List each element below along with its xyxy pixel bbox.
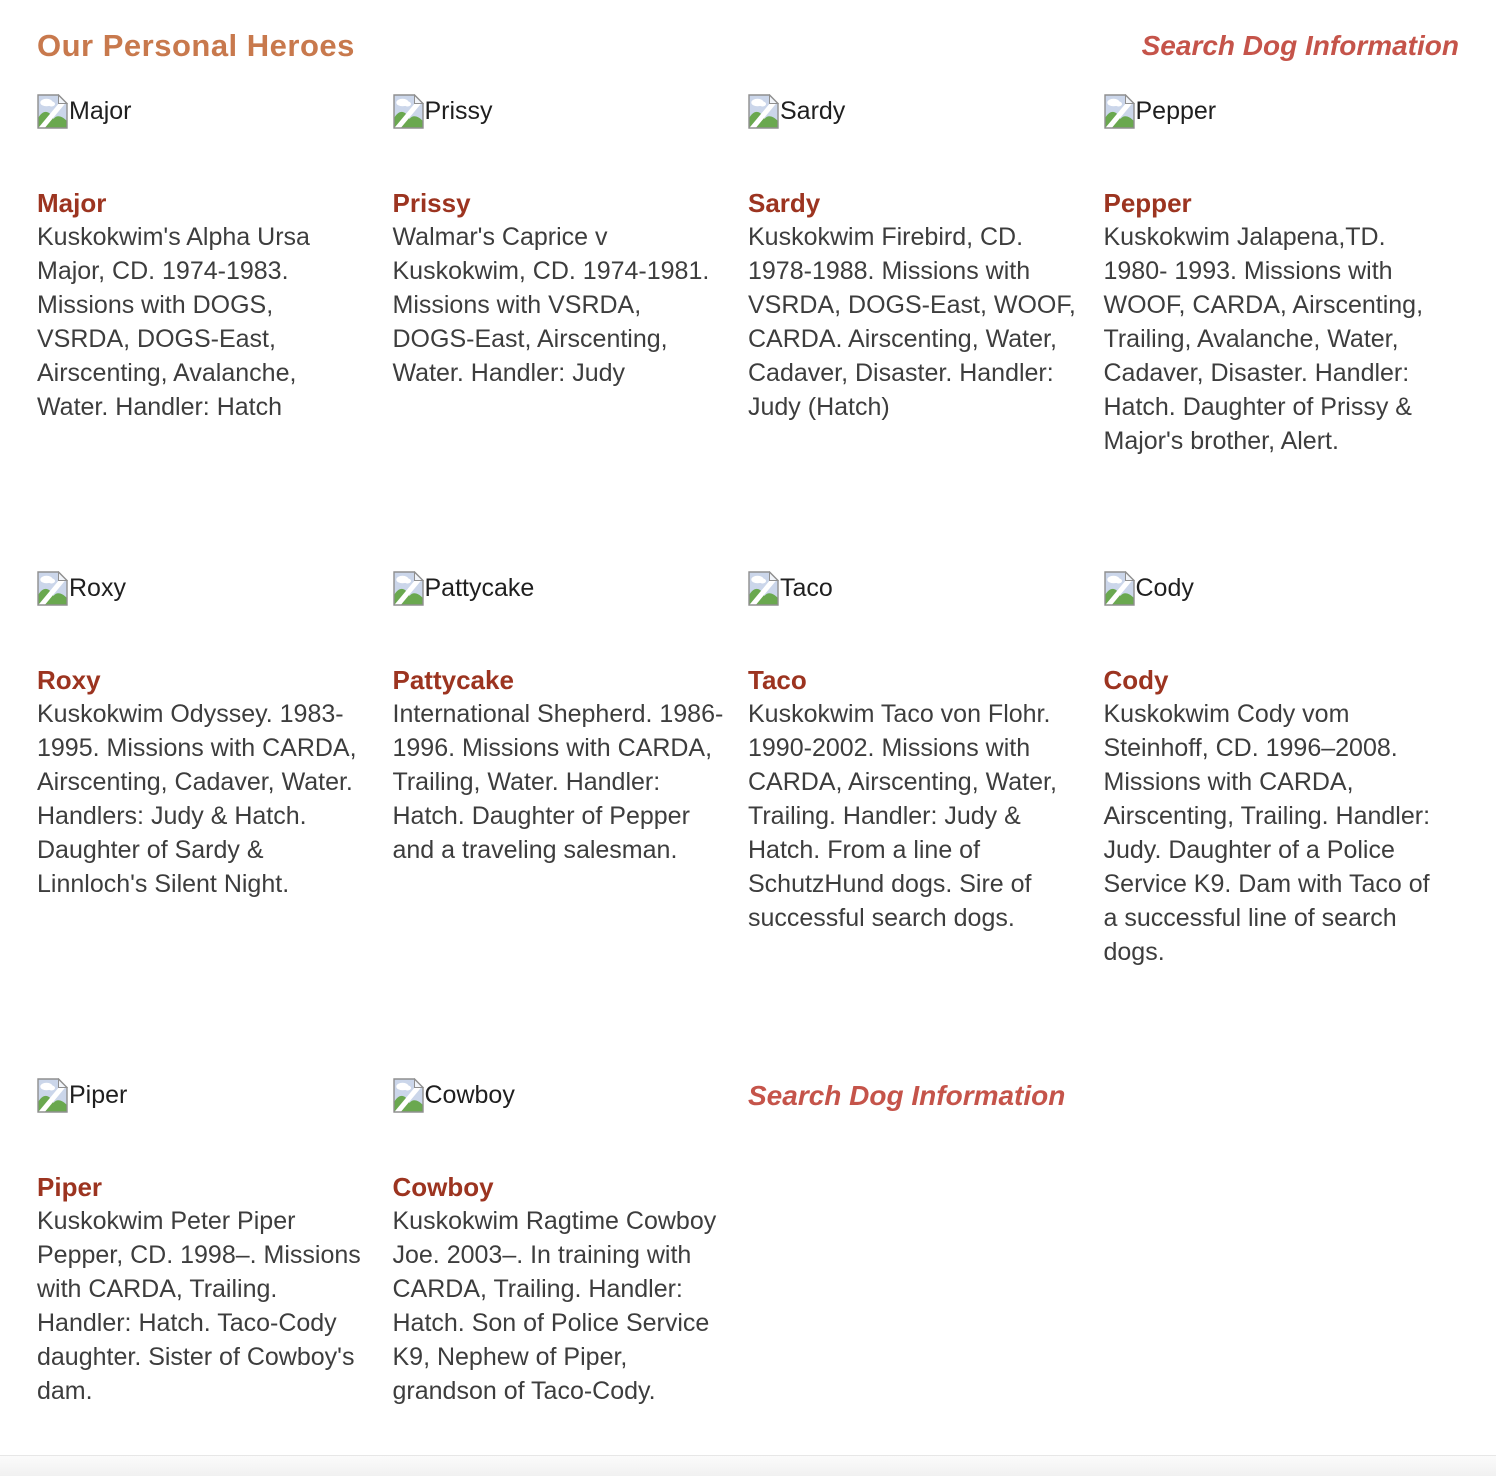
footer-link-cell (748, 1078, 1104, 1408)
dog-info (748, 186, 1081, 424)
dog-name: Sardy (748, 188, 821, 218)
dog-description: Kuskokwim Cody vom Steinhoff, CD. 1996–2008. Missions with CARDA, Airscenting, Trailing. Handler: Judy. Daughter of a Police Service K9. Dam with Taco of a successful line of search dogs. (1103, 700, 1431, 966)
broken-image-icon (1104, 94, 1135, 129)
broken-image-icon (37, 1078, 68, 1113)
broken-image-icon (1104, 571, 1135, 606)
dog-photo-broken-image (1104, 571, 1438, 606)
bottom-bar (0, 1455, 1496, 1476)
search-dog-information-link-top[interactable]: Search Dog Information (1141, 30, 1459, 61)
dog-info (37, 1170, 370, 1408)
header (37, 26, 1459, 66)
dog-info (393, 663, 726, 867)
dog-photo-broken-image (748, 94, 1082, 129)
image-alt-text: Roxy (69, 574, 126, 602)
dog-card (748, 571, 1104, 1078)
dog-name: Pepper (1103, 188, 1192, 218)
dog-card (393, 94, 749, 571)
dog-info (1104, 663, 1437, 969)
dog-card (37, 571, 393, 1078)
dog-name: Prissy (392, 188, 471, 218)
dog-info (393, 1170, 726, 1408)
broken-image-icon (748, 94, 779, 129)
dog-photo-broken-image (748, 571, 1082, 606)
dog-description: Kuskokwim Jalapena,TD. 1980- 1993. Missions with WOOF, CARDA, Airscenting, Trailing, Avalanche, Water, Cadaver, Disaster. Handler: Hatch. Daughter of Prissy & Major's brother, Alert. (1103, 223, 1424, 455)
dog-info (1104, 186, 1437, 458)
dog-name: Roxy (37, 665, 101, 695)
broken-image-icon (37, 94, 68, 129)
dog-name: Major (37, 188, 107, 218)
dog-photo-broken-image (393, 571, 727, 606)
dog-description: Kuskokwim Odyssey. 1983-1995. Missions with CARDA, Airscenting, Cadaver, Water. Handlers: Judy & Hatch. Daughter of Sardy & Linnloch's Silent Night. (37, 700, 357, 898)
dog-name: Cody (1103, 665, 1169, 695)
dog-description: International Shepherd. 1986-1996. Missions with CARDA, Trailing, Water. Handler: Hatch. Daughter of Pepper and a traveling salesman. (392, 700, 724, 864)
dog-photo-broken-image (1104, 94, 1438, 129)
dog-description: Kuskokwim Peter Piper Pepper, CD. 1998–. Missions with CARDA, Trailing. Handler: Hatch. Taco-Cody daughter. Sister of Cowboy's dam. (37, 1207, 361, 1405)
dog-info (37, 663, 370, 901)
dog-card (393, 1078, 749, 1408)
dog-description: Kuskokwim Ragtime Cowboy Joe. 2003–. In training with CARDA, Trailing. Handler: Hatch. Son of Police Service K9, Nephew of Piper, grandson of Taco-Cody. (392, 1207, 717, 1405)
search-dog-information-link-bottom[interactable]: Search Dog Information (748, 1080, 1066, 1111)
image-alt-text: Major (69, 97, 132, 125)
dog-card (393, 571, 749, 1078)
dog-description: Kuskokwim Firebird, CD. 1978-1988. Missions with VSRDA, DOGS-East, WOOF, CARDA. Airscenting, Water, Cadaver, Disaster. Handler: Judy (Hatch) (748, 223, 1076, 421)
broken-image-icon (393, 94, 424, 129)
dog-card (37, 1078, 393, 1408)
broken-image-icon (393, 1078, 424, 1113)
dog-card (37, 94, 393, 571)
dog-photo-broken-image (37, 94, 371, 129)
dog-card (748, 94, 1104, 571)
dog-grid (37, 94, 1459, 1408)
broken-image-icon (37, 571, 68, 606)
image-alt-text: Pattycake (424, 574, 535, 602)
dog-name: Piper (37, 1172, 103, 1202)
page-title: Our Personal Heroes (37, 28, 355, 63)
dog-info (748, 663, 1081, 935)
dog-info (37, 186, 370, 424)
dog-name: Taco (748, 665, 807, 695)
broken-image-icon (748, 571, 779, 606)
dog-description: Walmar's Caprice v Kuskokwim, CD. 1974-1981. Missions with VSRDA, DOGS-East, Airscenting, Water. Handler: Judy (392, 223, 710, 387)
dog-photo-broken-image (37, 571, 371, 606)
image-alt-text: Prissy (424, 97, 493, 125)
image-alt-text: Taco (780, 574, 833, 602)
image-alt-text: Piper (69, 1081, 128, 1109)
dog-card (1104, 94, 1460, 571)
dog-description: Kuskokwim's Alpha Ursa Major, CD. 1974-1983. Missions with DOGS, VSRDA, DOGS-East, Airscenting, Avalanche, Water. Handler: Hatch (37, 223, 310, 421)
image-alt-text: Cody (1135, 574, 1194, 602)
image-alt-text: Cowboy (424, 1081, 515, 1109)
dog-name: Cowboy (392, 1172, 494, 1202)
dog-photo-broken-image (393, 1078, 727, 1113)
dog-photo-broken-image (37, 1078, 371, 1113)
dog-info (393, 186, 726, 390)
image-alt-text: Sardy (780, 97, 846, 125)
broken-image-icon (393, 571, 424, 606)
dog-name: Pattycake (392, 665, 514, 695)
dog-description: Kuskokwim Taco von Flohr. 1990-2002. Missions with CARDA, Airscenting, Water, Trailing. Handler: Judy & Hatch. From a line of SchutzHund dogs. Sire of successful search dogs. (748, 700, 1057, 932)
image-alt-text: Pepper (1135, 97, 1217, 125)
dog-card (1104, 571, 1460, 1078)
dog-photo-broken-image (393, 94, 727, 129)
